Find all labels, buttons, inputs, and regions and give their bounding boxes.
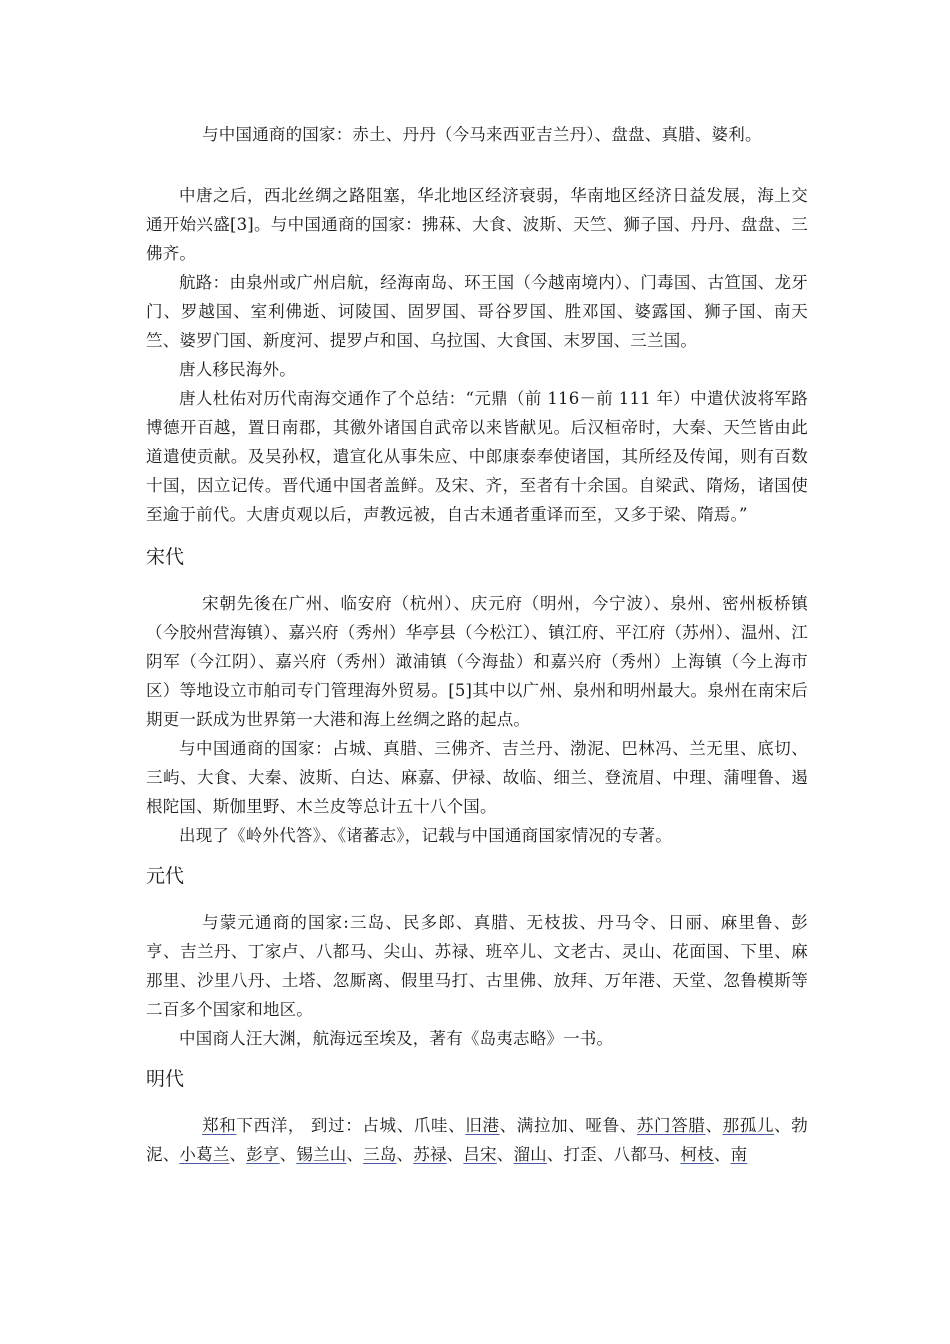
place-separator-text: 、 — [396, 1145, 414, 1164]
place-separator-text: 、 — [713, 1145, 731, 1164]
paragraph-sui-countries: 与中国通商的国家：赤土、丹丹（今马来西亚吉兰丹）、盘盘、真腊、婆利。 — [202, 125, 762, 144]
place-separator-text: 、 — [496, 1145, 514, 1164]
place-link[interactable]: 小葛兰 — [179, 1145, 230, 1164]
heading-song: 宋代 — [146, 546, 185, 568]
document-body — [146, 120, 808, 1169]
place-link[interactable]: 那孤儿 — [722, 1116, 775, 1135]
link-zheng-he[interactable]: 郑和 — [202, 1116, 237, 1135]
place-link[interactable]: 苏门答腊 — [636, 1116, 706, 1135]
paragraph-tang-duyou: 唐人杜佑对历代南海交通作了个总结：“元鼎（前 116－前 111 年）中遣伏波将军路博德开百越，置日南郡，其徼外诸国自武帝以来皆献见。后汉桓帝时，大秦、天竺皆由此道遣使贡献。及吴孙权，遣宣化从事朱应、中郎康泰奉使诸国，其所经及传闻，则有百数十国，因立记传。晋代通中国者盖鲜。及宋、齐，至者有十余国。自梁武、隋炀，诸国使至逾于前代。大唐贞观以后，声教远被，自古未通者重译而至，又多于梁、隋焉。” — [146, 389, 808, 524]
place-link[interactable]: 彭亨 — [246, 1145, 280, 1164]
place-link[interactable]: 柯枝 — [680, 1145, 714, 1164]
place-separator-text: 、 — [279, 1145, 297, 1164]
paragraph-tang-intro: 中唐之后，西北丝绸之路阻塞，华北地区经济衰弱，华南地区经济日益发展，海上交通开始兴盛[3]。与中国通商的国家：拂菻、大食、波斯、天竺、狮子国、丹丹、盘盘、三佛齐。 — [146, 186, 808, 263]
paragraph-song-countries: 与中国通商的国家：占城、真腊、三佛齐、吉兰丹、渤泥、巴林冯、兰无里、底切、三屿、大食、大秦、波斯、白达、麻嘉、伊禄、故临、细兰、登流眉、中理、蒲哩鲁、遏根陀国、斯伽里野、木兰皮等总计五十八个国。 — [146, 739, 808, 816]
heading-ming: 明代 — [146, 1068, 185, 1090]
spacer — [146, 1093, 808, 1111]
paragraph-yuan-countries: 与蒙元通商的国家:三岛、民多郎、真腊、无枝拔、丹马令、日丽、麻里鲁、彭亨、吉兰丹、丁家卢、八都马、尖山、苏禄、班卒儿、文老古、灵山、花面国、下里、麻那里、沙里八丹、土塔、忽厮离、假里马打、古里佛、放拜、万年港、天堂、忽鲁模斯等二百多个国家和地区。 — [146, 913, 808, 1019]
place-link[interactable]: 苏禄 — [413, 1145, 447, 1164]
ming-intro-text: 下西洋， 到过：占城、爪哇、 — [236, 1116, 466, 1135]
spacer — [146, 149, 808, 181]
place-separator-text: 、 — [705, 1116, 723, 1135]
place-separator-text: 、打歪、八都马、 — [546, 1145, 681, 1164]
paragraph-tang-emigration: 唐人移民海外。 — [179, 360, 296, 379]
paragraph-ming-voyage — [146, 1111, 808, 1169]
place-separator-text: 、 — [229, 1145, 247, 1164]
place-separator-text: 、 — [446, 1145, 464, 1164]
place-separator-text: 、满拉加、哑鲁、 — [499, 1116, 637, 1135]
paragraph-song-books: 出现了《岭外代答》、《诸蕃志》，记载与中国通商国家情况的专著。 — [179, 826, 672, 845]
place-separator-text: 、勃泥、 — [146, 1116, 808, 1164]
heading-yuan: 元代 — [146, 865, 185, 887]
place-link[interactable]: 吕宋 — [463, 1145, 497, 1164]
paragraph-yuan-wang: 中国商人汪大渊，航海远至埃及，著有《岛夷志略》一书。 — [179, 1029, 614, 1048]
spacer — [146, 890, 808, 908]
place-separator-text: 、 — [346, 1145, 364, 1164]
place-link[interactable]: 旧港 — [465, 1116, 500, 1135]
paragraph-tang-route: 航路：由泉州或广州启航，经海南岛、环王国（今越南境内）、门毒国、古笪国、龙牙门、罗越国、室利佛逝、诃陵国、固罗国、哥谷罗国、胜邓国、婆露国、狮子国、南天竺、婆罗门国、新度河、提罗卢和国、乌拉国、大食国、末罗国、三兰国。 — [146, 273, 808, 350]
place-link[interactable]: 三岛 — [363, 1145, 397, 1164]
place-link[interactable]: 南 — [730, 1145, 748, 1164]
paragraph-song-ports: 宋朝先後在广州、临安府（杭州）、庆元府（明州，今宁波）、泉州、密州板桥镇（今胶州营海镇）、嘉兴府（秀州）华亭县（今松江）、镇江府、平江府（苏州）、温州、江阴军（今江阴）、嘉兴府（秀州）澉浦镇（今海盐）和嘉兴府（秀州）上海镇（今上海市区）等地设立市舶司专门管理海外贸易。[5]其中以广州、泉州和明州最大。泉州在南宋后期更一跃成为世界第一大港和海上丝绸之路的起点。 — [146, 594, 808, 729]
place-link[interactable]: 锡兰山 — [296, 1145, 347, 1164]
spacer — [146, 571, 808, 589]
place-link[interactable]: 溜山 — [513, 1145, 547, 1164]
